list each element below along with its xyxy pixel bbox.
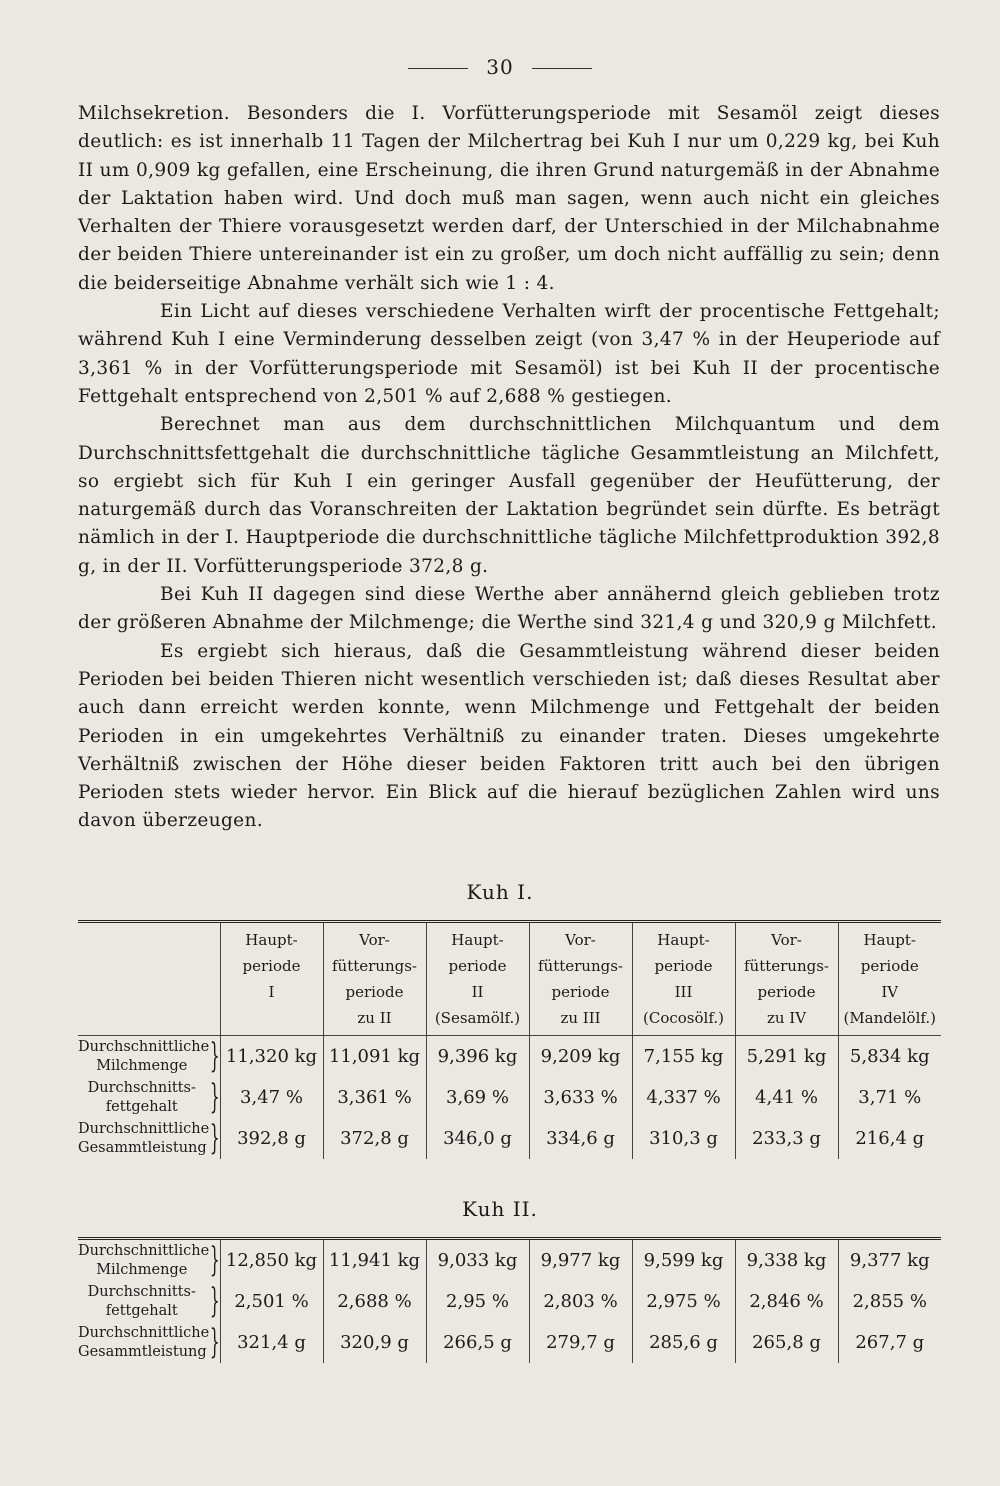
table-cell: 2,501 %: [220, 1281, 323, 1322]
row-label: Durchschnittliche Milchmenge }: [78, 1240, 220, 1280]
table-cell: 3,47 %: [220, 1077, 323, 1118]
table-cell: 9,377 kg: [838, 1239, 941, 1282]
table-cell: 11,320 kg: [220, 1036, 323, 1078]
table-row: [78, 1036, 941, 1078]
table-cell: 3,71 %: [838, 1077, 941, 1118]
table-kuh-2: [78, 1237, 941, 1363]
table-cell: 4,41 %: [735, 1077, 838, 1118]
table-cell: 9,338 kg: [735, 1239, 838, 1282]
table-cell: 392,8 g: [220, 1118, 323, 1159]
table-cell: 9,396 kg: [426, 1036, 529, 1078]
header-rule-left: [408, 68, 468, 69]
table-cell: 2,95 %: [426, 1281, 529, 1322]
table-row: [78, 1239, 941, 1282]
table-cell: 265,8 g: [735, 1322, 838, 1363]
table-cell: 233,3 g: [735, 1118, 838, 1159]
paragraph: Bei Kuh II dagegen sind diese Werthe aber annähernd gleich geblieben trotz der größeren Abnahme der Milchmenge; die Werthe sind 321,4 g und 320,9 g Milchfett.: [78, 584, 940, 634]
header-rule-right: [532, 68, 592, 69]
row-label: Durchschnitts- fettgehalt }: [87, 1281, 220, 1321]
table-cell: 2,846 %: [735, 1281, 838, 1322]
column-header: Vor- fütterungs- periode zu II: [323, 922, 426, 1036]
table-cell: 372,8 g: [323, 1118, 426, 1159]
paragraph: Ein Licht auf dieses verschiedene Verhalten wirft der procentische Fettgehalt; während Kuh I eine Verminderung desselben zeigt (von 3,47 % in der Heuperiode auf 3,361 % in der Vorfütterungsperiode mit Sesamöl) ist bei Kuh II der procentische Fettgehalt entsprechend von 2,501 % auf 2,688 % gestiegen.: [78, 301, 940, 407]
paragraph: Milchsekretion. Besonders die I. Vorfütterungsperiode mit Sesamöl zeigt dieses deutlich: es ist innerhalb 11 Tagen der Milchertrag bei Kuh I nur um 0,229 kg, bei Kuh II um 0,909 kg gefallen, eine Erscheinung, die ihren Grund naturgemäß in der Abnahme der Laktation haben wird. Und doch muß man sagen, wenn auch nicht ein gleiches Verhalten der Thiere vorausgesetzt werden darf, der Unterschied in der Milchabnahme der beiden Thiere untereinander ist ein zu großer, um doch nicht auffällig zu sein; denn die beiderseitige Abnahme verhält sich wie 1 : 4.: [78, 103, 940, 294]
table-cell: 4,337 %: [632, 1077, 735, 1118]
table-header-row: [78, 922, 941, 1036]
table-cell: 7,155 kg: [632, 1036, 735, 1078]
table-title-kuh-2: Kuh II.: [462, 1197, 538, 1221]
row-label: Durchschnitts- fettgehalt }: [87, 1077, 220, 1117]
column-header: Haupt- periode III (Cocosölf.): [632, 922, 735, 1036]
table-cell: 216,4 g: [838, 1118, 941, 1159]
table-cell: 321,4 g: [220, 1322, 323, 1363]
table-cell: 11,941 kg: [323, 1239, 426, 1282]
table-cell: 2,803 %: [529, 1281, 632, 1322]
row-label: Durchschnittliche Gesammtleistung }: [78, 1118, 220, 1158]
table-cell: 9,977 kg: [529, 1239, 632, 1282]
table-cell: 2,855 %: [838, 1281, 941, 1322]
table-cell: 267,7 g: [838, 1322, 941, 1363]
table-cell: 11,091 kg: [323, 1036, 426, 1078]
table-cell: 9,599 kg: [632, 1239, 735, 1282]
body-text: [78, 100, 940, 836]
table-kuh-1: [78, 920, 941, 1159]
table-row: [78, 1281, 941, 1322]
table-cell: 2,975 %: [632, 1281, 735, 1322]
table-row: [78, 1322, 941, 1363]
table-cell: 5,291 kg: [735, 1036, 838, 1078]
page-number: 30: [486, 55, 514, 79]
table-cell: 12,850 kg: [220, 1239, 323, 1282]
table-row: [78, 1077, 941, 1118]
table-cell: 320,9 g: [323, 1322, 426, 1363]
table-cell: 346,0 g: [426, 1118, 529, 1159]
table-cell: 3,361 %: [323, 1077, 426, 1118]
table-cell: 2,688 %: [323, 1281, 426, 1322]
paragraph: Es ergiebt sich hieraus, daß die Gesammtleistung während dieser beiden Perioden bei beiden Thieren nicht wesentlich verschieden ist; daß dieses Resultat aber auch dann erreicht werden konnte, wenn Milchmenge und Fettgehalt der beiden Perioden in ein umgekehrtes Verhältniß zu einander traten. Dieses umgekehrte Verhältniß zwischen der Höhe dieser beiden Faktoren tritt auch bei den übrigen Perioden stets wieder hervor. Ein Blick auf die hierauf bezüglichen Zahlen wird uns davon überzeugen.: [78, 640, 940, 832]
table-title-kuh-1: Kuh I.: [466, 880, 534, 904]
column-header: Vor- fütterungs- periode zu III: [529, 922, 632, 1036]
table-cell: 266,5 g: [426, 1322, 529, 1363]
table-cell: 310,3 g: [632, 1118, 735, 1159]
table-cell: 334,6 g: [529, 1118, 632, 1159]
table-cell: 9,209 kg: [529, 1036, 632, 1078]
column-header: Vor- fütterungs- periode zu IV: [735, 922, 838, 1036]
column-header: Haupt- periode II (Sesamölf.): [426, 922, 529, 1036]
table-cell: 279,7 g: [529, 1322, 632, 1363]
column-header: Haupt- periode I: [220, 922, 323, 1036]
column-header: Haupt- periode IV (Mandelölf.): [838, 922, 941, 1036]
page-header: [0, 55, 1000, 79]
row-label: Durchschnittliche Gesammtleistung }: [78, 1322, 220, 1362]
row-label: Durchschnittliche Milchmenge }: [78, 1036, 220, 1076]
table-cell: 9,033 kg: [426, 1239, 529, 1282]
table-row: [78, 1118, 941, 1159]
table-cell: 3,69 %: [426, 1077, 529, 1118]
table-cell: 285,6 g: [632, 1322, 735, 1363]
header-corner: [78, 922, 220, 1036]
paragraph: Berechnet man aus dem durchschnittlichen Milchquantum und dem Durchschnittsfettgehalt die durchschnittliche tägliche Gesammtleistung an Milchfett, so ergiebt sich für Kuh I ein geringer Ausfall gegenüber der Heufütterung, der naturgemäß durch das Voranschreiten der Laktation begründet sein dürfte. Es beträgt nämlich in der I. Hauptperiode die durchschnittliche tägliche Milchfettproduktion 392,8 g, in der II. Vorfütterungsperiode 372,8 g.: [78, 414, 940, 577]
table-cell: 5,834 kg: [838, 1036, 941, 1078]
table-cell: 3,633 %: [529, 1077, 632, 1118]
